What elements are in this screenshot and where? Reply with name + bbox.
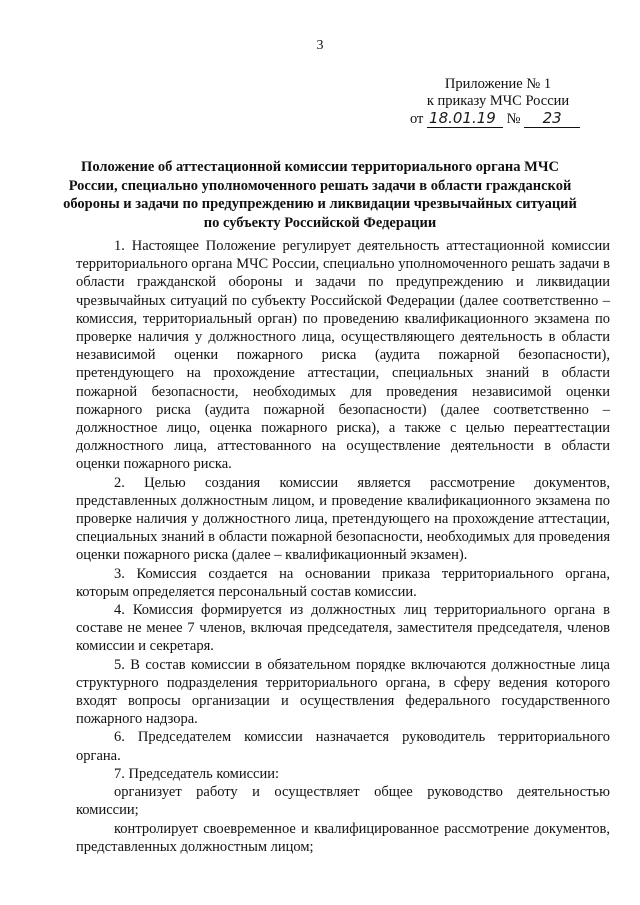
- appendix-header: [398, 76, 598, 128]
- paragraph-3: 3. Комиссия создается на основании приказа территориального органа, которым определяется персональный состав комиссии.: [76, 565, 610, 600]
- paragraph-2: 2. Целью создания комиссии является рассмотрение документов, представленных должностным лицом, и проведение квалификационного экзамена по проверке наличия у должностного лица, претендующего на прохождение аттестации, специальных знаний в области пожарной безопасности, необходимых для проведения оценки пожарного риска (далее – квалификационный экзамен).: [76, 474, 610, 564]
- paragraph-7-item-2: контролирует своевременное и квалифицированное рассмотрение документов, представленных должностным лицом;: [76, 820, 610, 855]
- document-title: Положение об аттестационной комиссии территориального органа МЧС России, специально уполномоченного решать задачи в области гражданской обороны и задачи по предупреждению и ликвидации чрезвычайных ситуаций по субъекту Российской Федерации: [63, 159, 577, 231]
- paragraph-5: 5. В состав комиссии в обязательном порядке включаются должностные лица структурного подразделения территориального органа, в сферу ведения которого входят вопросы организации и осуществления федерального государственного пожарного надзора.: [76, 656, 610, 728]
- number-prefix: №: [506, 111, 521, 127]
- date-prefix: от: [410, 111, 424, 127]
- paragraph-7-item-1: организует работу и осуществляет общее руководство деятельностью комиссии;: [76, 784, 610, 819]
- paragraph-6: 6. Председателем комиссии назначается руководитель территориального органа.: [76, 729, 610, 764]
- page-number: 3: [316, 38, 324, 53]
- handwritten-number: 23: [524, 110, 580, 128]
- appendix-date-line: [398, 110, 598, 128]
- paragraph-1: 1. Настоящее Положение регулирует деятельность аттестационной комиссии территориального органа МЧС России, специально уполномоченного решать задачи в области гражданской обороны и задачи по предупреждению и ликвидации чрезвычайных ситуаций по субъекту Российской Федерации (далее соответственно – комиссия, территориальный орган) по проведению квалификационного экзамена по проверке наличия у должностного лица, осуществляющего деятельность в области независимой оценки пожарного риска (аудита пожарной безопасности), претендующего на прохождение аттестации, специальных знаний в области пожарной безопасности, необходимых для проведения независимой оценки пожарного риска (аудита пожарной безопасности) (далее соответственно – должностное лицо, оценка пожарного риска), а также с целью переаттестации должностного лица, аттестованного на осуществление деятельности в области оценки пожарного риска.: [76, 238, 610, 473]
- appendix-title: Приложение № 1: [444, 76, 552, 92]
- paragraph-4: 4. Комиссия формируется из должностных лиц территориального органа в составе не менее 7 членов, включая председателя, заместителя председателя, членов комиссии и секретаря.: [76, 602, 610, 655]
- document-body: [76, 237, 610, 856]
- handwritten-date: 18.01.19: [427, 110, 503, 128]
- paragraph-7: 7. Председатель комиссии:: [114, 765, 280, 782]
- appendix-order-ref: к приказу МЧС России: [426, 93, 570, 109]
